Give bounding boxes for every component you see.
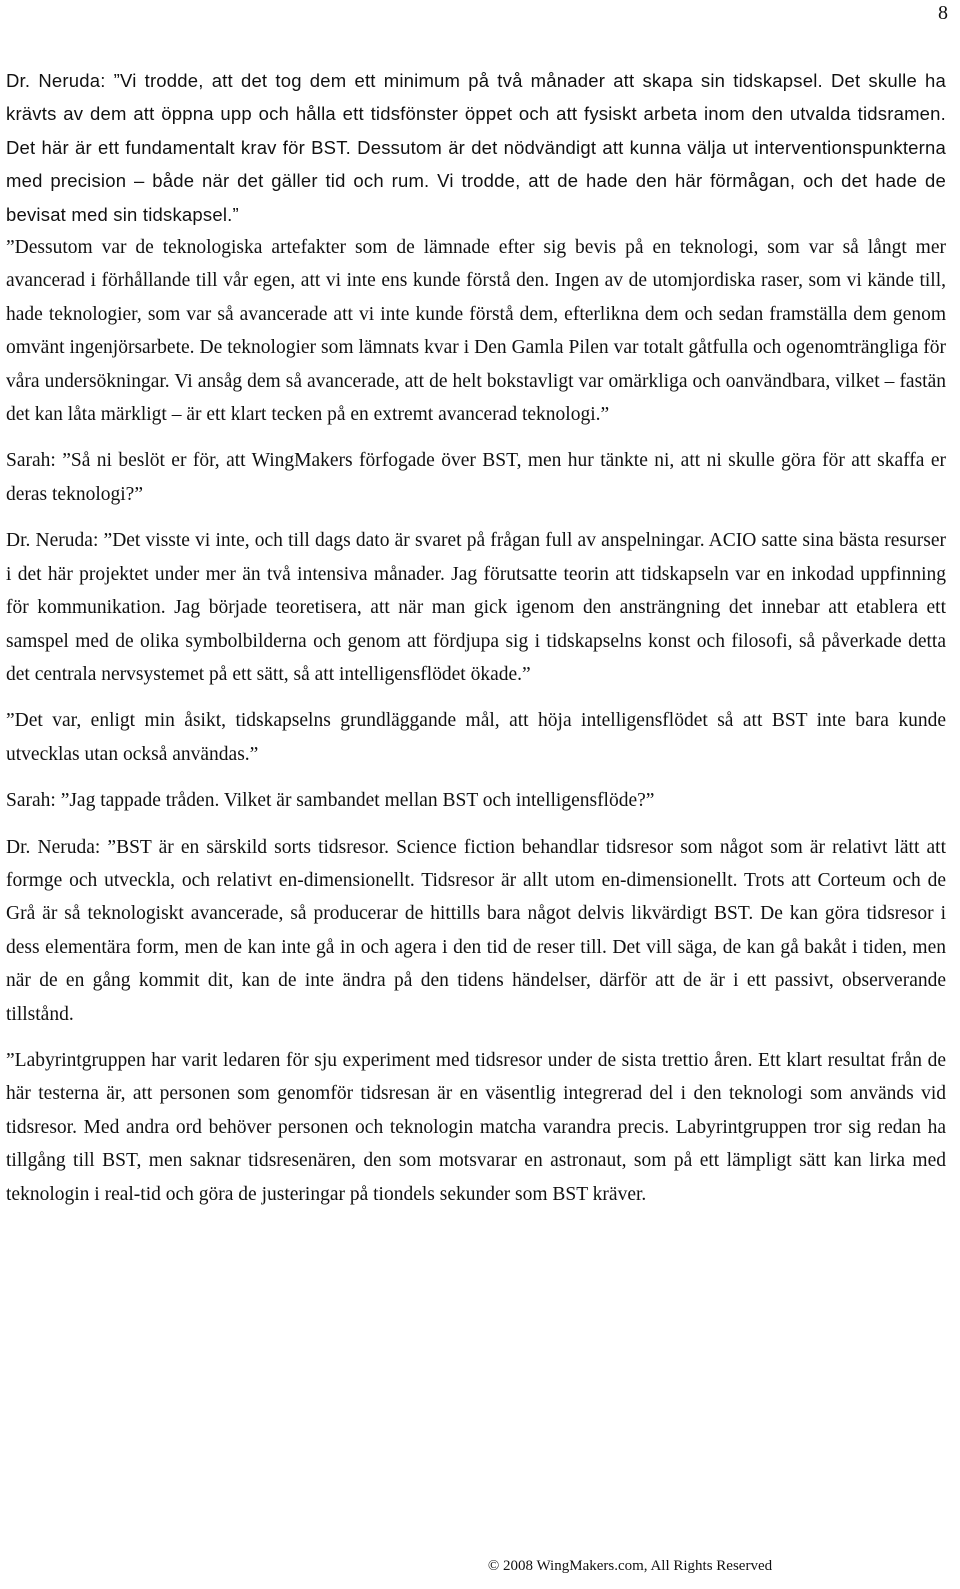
footer	[0, 1558, 960, 1575]
copyright-notice: © 2008 WingMakers.com, All Rights Reserved	[487, 1558, 773, 1574]
paragraph-2: ”Dessutom var de teknologiska artefakter som de lämnade efter sig bevis på en teknologi, som var så långt mer avancerad i förhållande till vår egen, att vi inte ens kunde förstå den. Ingen av de utomjordiska raser, som vi kände till, hade teknologier, som var så avancerade att vi inte kunde förstå dem, efterlikna dem och sedan framställa dem genom omvänt ingenjörsarbete. De teknologier som lämnats kvar i Den Gamla Pilen var totalt gåtfulla och ogenomträngliga för våra undersökningar. Vi ansåg dem så avancerade, att de helt bokstavligt var omärkliga och oanvändbara, vilket – fastän det kan låta märkligt – är ett klart tecken på en extremt avancerad teknologi.”	[6, 237, 946, 426]
paragraph-3: Sarah: ”Så ni beslöt er för, att WingMakers förfogade över BST, men hur tänkte ni, att ni skulle göra för att skaffa er deras teknologi?”	[6, 450, 946, 505]
paragraph-6: Sarah: ”Jag tappade tråden. Vilket är sambandet mellan BST och intelligensflöde?”	[6, 790, 655, 812]
paragraph-1: Dr. Neruda: ”Vi trodde, att det tog dem ett minimum på två månader att skapa sin tidskapsel. Det skulle ha krävts av dem att öppna upp och hålla ett tidsfönster öppet och att fysiskt arbeta inom den utvalda tidsramen. Det här är ett fundamentalt krav för BST. Dessutom är det nödvändigt att kunna välja ut interventionspunkterna med precision – både när det gäller tid och rum. Vi trodde, att de hade den här förmågan, och det hade de bevisat med sin tidskapsel.”	[6, 70, 946, 225]
body-text	[6, 64, 946, 1211]
paragraph-4: Dr. Neruda: ”Det visste vi inte, och till dags dato är svaret på frågan full av anspelningar. ACIO satte sina bästa resurser i det här projektet under mer än två intensiva månader. Jag förutsatte teorin att tidskapseln var en inkodad uppfinning för kommunikation. Jag började teoretisera, att när man gick igenom den ansträngning det innebar att etablera ett samspel med de olika symbolbilderna och genom att fördjupa sig i tidskapselns konst och filosofi, så påverkade detta det centrala nervsystemet på ett sätt, så att intelligensflödet ökade.”	[6, 530, 946, 685]
paragraph-5: ”Det var, enligt min åsikt, tidskapselns grundläggande mål, att höja intelligensflödet så att BST inte bara kunde utvecklas utan också användas.”	[6, 710, 946, 765]
paragraph-7: Dr. Neruda: ”BST är en särskild sorts tidsresor. Science fiction behandlar tidsresor som något som är relativt lätt att formge och utveckla, och relativt en-dimensionellt. Tidsresor är allt utom en-dimensionellt. Trots att Corteum och de Grå är så teknologiskt avancerade, så producerar de hittills bara något delvis likvärdigt BST. De kan göra tidsresor i dess elementära form, men de kan inte gå in och agera i den tid de reser till. Det vill säga, de kan gå bakåt i tiden, men när de en gång kommit dit, kan de inte ändra på den tidens händelser, därför att de är i ett passivt, observerande tillstånd.	[6, 836, 946, 1025]
page-number: 8	[938, 2, 948, 24]
paragraph-8: ”Labyrintgruppen har varit ledaren för sju experiment med tidsresor under de sista trettio åren. Ett klart resultat från de här testerna är, att personen som genomför tidsresan är en väsentlig integrerad del i den teknologi som används vid tidsresor. Med andra ord behöver personen och teknologin matcha varandra precis. Labyrintgruppen tror sig redan ha tillgång till BST, men saknar tidsresenären, den som motsvarar en astronaut, som på ett lämpligt sätt kan lirka med teknologin i real-tid och göra de justeringar på tiondels sekunder som BST kräver.	[6, 1049, 946, 1205]
